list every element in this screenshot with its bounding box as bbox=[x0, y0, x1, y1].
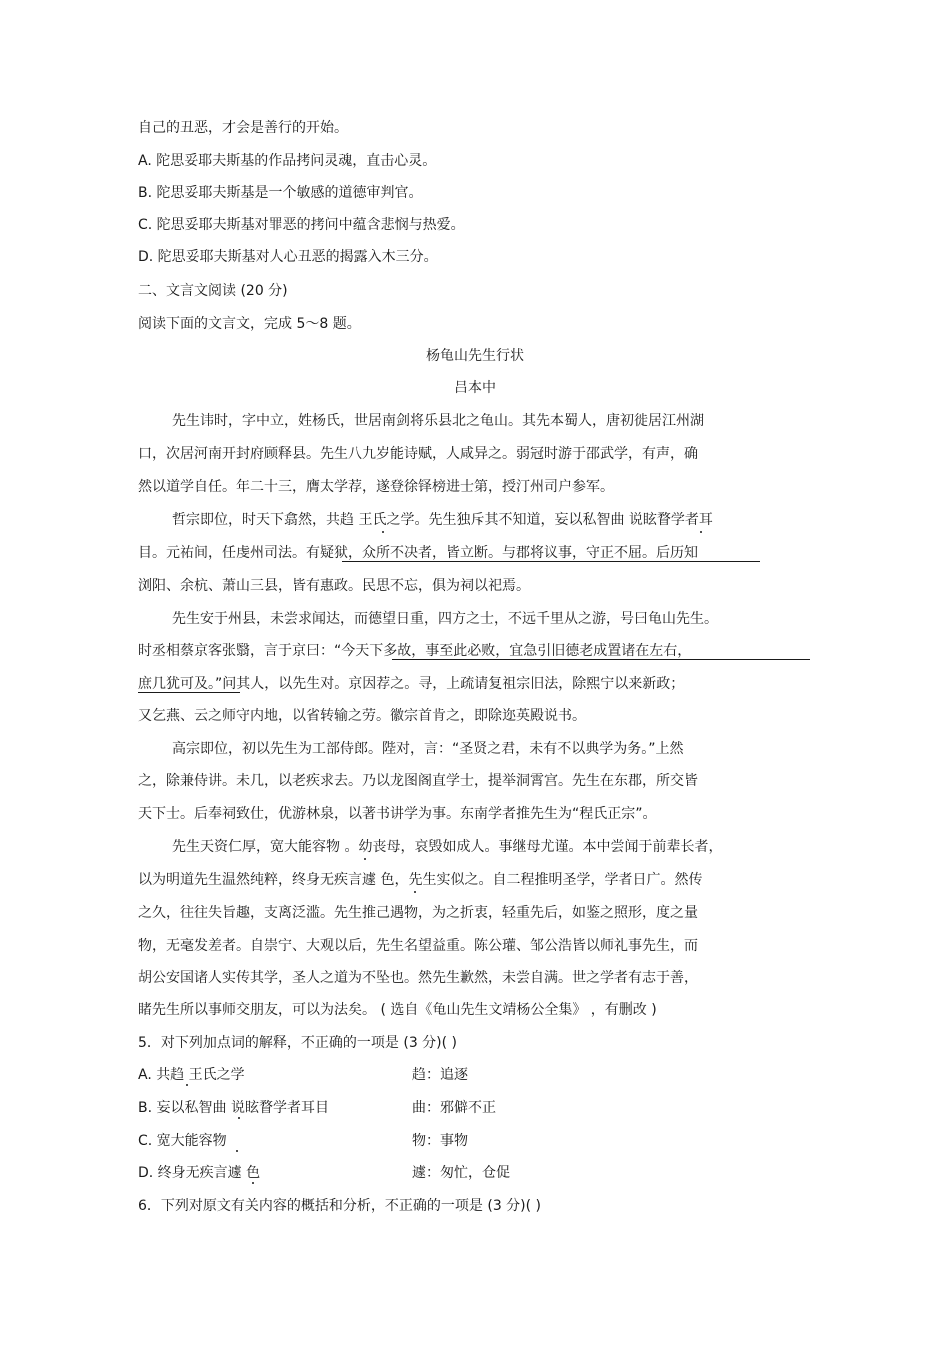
passage-line: 时丞相蔡京客张翳，言于京曰：“今天下多故，事至此必败，宜急引旧德老成置诸在左右， bbox=[138, 643, 692, 659]
passage-line: 胡公安国诸人实传其学，圣人之道为不坠也。然先生歉然，未尝自满。世之学者有志于善， bbox=[138, 970, 698, 986]
q5-option-b: B. 妄以私智曲 说眩瞀学者耳目 bbox=[138, 1100, 329, 1116]
passage-line: 又乞燕、云之师守内地，以省转输之劳。徽宗首肯之，即除迩英殿说书。 bbox=[138, 708, 586, 724]
underline-mark bbox=[138, 692, 240, 693]
passage-line: 物，无毫发差者。自崇宁、大观以后，先生名望益重。陈公瓘、邹公浩皆以师礼事先生，而 bbox=[138, 938, 698, 954]
q5-option-a-gloss: 趋：追逐 bbox=[412, 1067, 468, 1083]
emphasis-dot bbox=[382, 531, 384, 533]
section-heading: 二、文言文阅读 (20 分) bbox=[138, 283, 288, 299]
q5-stem: 5．对下列加点词的解释，不正确的一项是 (3 分)( ) bbox=[138, 1035, 458, 1051]
passage-line: 口，次居河南开封府顾释县。先生八九岁能诗赋，人咸异之。弱冠时游于邵武学，有声，确 bbox=[138, 446, 698, 462]
passage-line: 浏阳、余杭、萧山三县，皆有惠政。民思不忘，俱为祠以祀焉。 bbox=[138, 578, 530, 594]
q6-stem: 6．下列对原文有关内容的概括和分析，不正确的一项是 (3 分)( ) bbox=[138, 1198, 542, 1214]
passage-line: 庶几犹可及。”问其人，以先生对。京因荐之。寻，上疏请复祖宗旧法，除熙宁以来新政； bbox=[138, 676, 685, 692]
passage-line: 高宗即位，初以先生为工部侍郎。陛对，言：“圣贤之君，未有不以典学为务。”上然 bbox=[172, 741, 684, 757]
q5-option-a: A. 共趋 王氏之学 bbox=[138, 1067, 245, 1083]
q4-option-a: A. 陀思妥耶夫斯基的作品拷问灵魂，直击心灵。 bbox=[138, 153, 437, 169]
q5-option-b-gloss: 曲：邪僻不正 bbox=[412, 1100, 496, 1116]
passage-line: 之，除兼侍讲。未几，以老疾求去。乃以龙图阁直学士，提举洞霄宫。先生在东郡，所交皆 bbox=[138, 773, 698, 789]
passage-line: 然以道学自任。年二十三，膺太学荐，遂登徐铎榜进士第，授汀州司户参军。 bbox=[138, 479, 614, 495]
passage-title: 杨龟山先生行状 bbox=[426, 348, 524, 364]
q5-option-d: D. 终身无疾言遽 色 bbox=[138, 1165, 261, 1181]
passage-line: 以为明道先生温然纯粹，终身无疾言遽 色，先生实似之。自二程推明圣学，学者日广。然传 bbox=[138, 872, 703, 888]
underline-mark bbox=[342, 561, 760, 562]
emphasis-dot bbox=[414, 891, 416, 893]
emphasis-dot bbox=[364, 858, 366, 860]
underline-mark bbox=[392, 659, 810, 660]
q4-option-b: B. 陀思妥耶夫斯基是一个敏感的道德审判官。 bbox=[138, 185, 423, 201]
q5-option-d-gloss: 遽：匆忙，仓促 bbox=[412, 1165, 510, 1181]
emphasis-dot bbox=[186, 1084, 188, 1086]
passage-author: 吕本中 bbox=[454, 380, 496, 396]
passage-line: 之久，往往失旨趣，支离泛滥。先生推己遇物，为之折衷，轻重先后，如鉴之照形，度之量 bbox=[138, 905, 698, 921]
emphasis-dot bbox=[700, 531, 702, 533]
passage-line: 先生安于州县，未尝求闻达，而德望日重，四方之士，不远千里从之游，号曰龟山先生。 bbox=[172, 611, 718, 627]
passage-line: 哲宗即位，时天下翕然，共趋 王氏之学。先生独斥其不知道，妄以私智曲 说眩瞀学者耳 bbox=[172, 512, 713, 528]
passage-line: 先生天资仁厚，宽大能容物 。幼丧母，哀毁如成人。事继母尤谨。本中尝闻于前辈长者， bbox=[172, 839, 723, 855]
passage-line: 天下士。后奉祠致仕，优游林泉，以著书讲学为事。东南学者推先生为“程氏正宗”。 bbox=[138, 806, 657, 822]
passage-line: 先生讳时，字中立，姓杨氏，世居南剑将乐县北之龟山。其先本蜀人，唐初徙居江州湖 bbox=[172, 413, 704, 429]
q4-stem-tail: 自己的丑恶，才会是善行的开始。 bbox=[138, 120, 348, 136]
q5-option-c: C. 宽大能容物 bbox=[138, 1133, 227, 1149]
passage-line: 睹先生所以事师交朋友，可以为法矣。 ( 选自《龟山先生文靖杨公全集》 ，有删改 ) bbox=[138, 1002, 657, 1018]
q4-option-d: D. 陀思妥耶夫斯基对人心丑恶的揭露入木三分。 bbox=[138, 249, 438, 265]
q5-option-c-gloss: 物：事物 bbox=[412, 1133, 468, 1149]
q4-option-c: C. 陀思妥耶夫斯基对罪恶的拷问中蕴含悲悯与热爱。 bbox=[138, 217, 465, 233]
emphasis-dot bbox=[252, 1182, 254, 1184]
emphasis-dot bbox=[236, 1150, 238, 1152]
section-instruction: 阅读下面的文言文，完成 5～8 题。 bbox=[138, 316, 361, 332]
emphasis-dot bbox=[238, 1117, 240, 1119]
passage-line: 目。元祐间，任虔州司法。有疑狱，众所不决者，皆立断。与郡将议事，守正不屈。后历知 bbox=[138, 545, 698, 561]
